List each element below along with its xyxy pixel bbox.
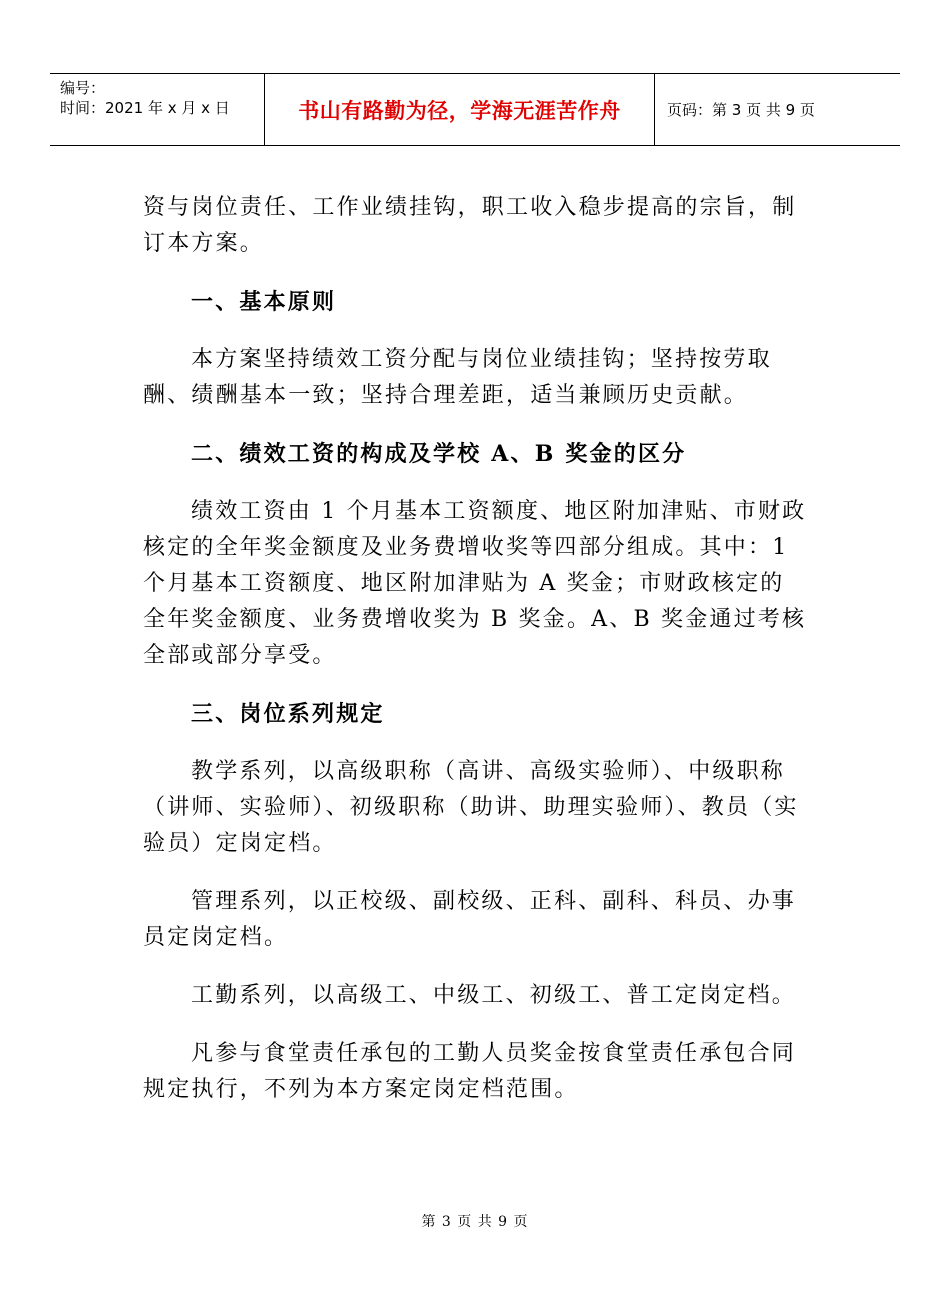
section-heading-position-series: 三、岗位系列规定 xyxy=(191,701,385,727)
header-meta xyxy=(50,74,265,145)
header-page-number: 页码：第 3 页 共 9 页 xyxy=(667,101,815,119)
section-heading-basic-principles: 一、基本原则 xyxy=(191,289,337,315)
paragraph-continuation: 资与岗位责任、工作业绩挂钩，职工收入稳步提高的宗旨，制订本方案。 xyxy=(143,195,797,256)
header-motto: 书山有路勤为径，学海无涯苦作舟 xyxy=(265,74,655,145)
paragraph-principles: 本方案坚持绩效工资分配与岗位业绩挂钩；坚持按劳取酬、绩酬基本一致；坚持合理差距，适当兼顾历史贡献。 xyxy=(143,347,772,408)
page-header xyxy=(50,73,900,146)
paragraph-management-series: 管理系列，以正校级、副校级、正科、副科、科员、办事员定岗定档。 xyxy=(143,889,797,950)
paragraph-canteen-note: 凡参与食堂责任承包的工勤人员奖金按食堂责任承包合同规定执行，不列为本方案定岗定档范围。 xyxy=(143,1041,797,1102)
document-body xyxy=(143,190,808,1130)
paragraph-teaching-series: 教学系列，以高级职称（高讲、高级实验师）、中级职称（讲师、实验师）、初级职称（助讲、助理实验师）、教员（实验员）定岗定档。 xyxy=(143,759,799,856)
page-footer: 第 3 页 共 9 页 xyxy=(421,1214,529,1230)
section-heading-salary-structure: 二、绩效工资的构成及学校 A、B 奖金的区分 xyxy=(191,441,687,467)
document-number-label: 编号： xyxy=(60,79,106,97)
document-time-label: 时间：2021 年 x 月 x 日 xyxy=(60,99,230,117)
paragraph-service-series: 工勤系列，以高级工、中级工、初级工、普工定岗定档。 xyxy=(191,983,797,1008)
paragraph-salary-structure: 绩效工资由 1 个月基本工资额度、地区附加津贴、市财政核定的全年奖金额度及业务费增收奖等四部分组成。其中：1 个月基本工资额度、地区附加津贴为 A 奖金；市财政核定的全年奖金额度、业务费增收奖为 B 奖金。A、B 奖金通过考核全部或部分享受。 xyxy=(143,499,807,668)
